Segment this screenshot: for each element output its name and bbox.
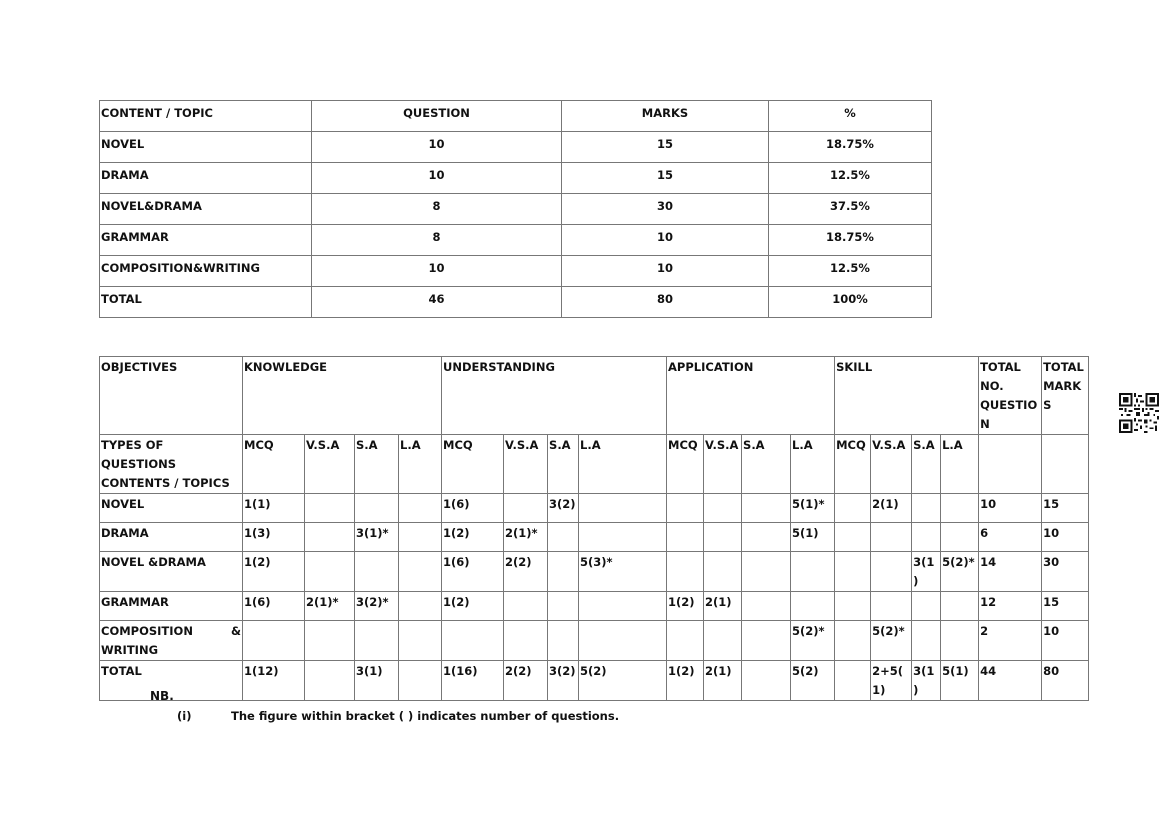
- cell: 3(1)*: [355, 523, 399, 552]
- summary-percent: 12.5%: [769, 256, 932, 287]
- row-topic: GRAMMAR: [100, 592, 243, 621]
- cell: 1(2): [442, 592, 504, 621]
- cell: [355, 552, 399, 592]
- summary-percent: 37.5%: [769, 194, 932, 225]
- type-cell: L.A: [791, 435, 835, 494]
- objectives-label: OBJECTIVES: [100, 357, 243, 435]
- type-cell: V.S.A: [305, 435, 355, 494]
- cell: [667, 494, 704, 523]
- type-cell: S.A: [912, 435, 941, 494]
- group-application: APPLICATION: [667, 357, 835, 435]
- cell-total-marks: 15: [1042, 494, 1089, 523]
- row-topic-line: [101, 622, 241, 641]
- cell: [835, 523, 871, 552]
- cell: [579, 523, 667, 552]
- summary-topic: DRAMA: [100, 163, 312, 194]
- cell: 5(1): [791, 523, 835, 552]
- blueprint-row-composition: [100, 621, 1089, 661]
- cell: [941, 523, 979, 552]
- nb-label: NB.: [150, 689, 174, 703]
- cell: 1(2): [667, 661, 704, 701]
- cell: 5(2)*: [871, 621, 912, 661]
- cell: [941, 621, 979, 661]
- summary-marks: 10: [562, 256, 769, 287]
- cell: 2(1): [704, 661, 742, 701]
- summary-topic: NOVEL&DRAMA: [100, 194, 312, 225]
- summary-percent: 100%: [769, 287, 932, 318]
- summary-row: [100, 163, 932, 194]
- row-topic-part: WRITING: [101, 643, 159, 657]
- cell: 3(1): [912, 661, 941, 701]
- cell: [742, 661, 791, 701]
- cell: [912, 523, 941, 552]
- row-topic: DRAMA: [100, 523, 243, 552]
- cell: 5(2): [579, 661, 667, 701]
- cell-total-questions: 44: [979, 661, 1042, 701]
- cell: 2(1): [704, 592, 742, 621]
- cell: 2(1)*: [305, 592, 355, 621]
- cell-total-questions: 2: [979, 621, 1042, 661]
- cell: [742, 552, 791, 592]
- cell: 2(2): [504, 661, 548, 701]
- cell: [548, 523, 579, 552]
- cell: 3(2)*: [355, 592, 399, 621]
- cell-total-marks: 10: [1042, 621, 1089, 661]
- cell: 5(3)*: [579, 552, 667, 592]
- cell: [442, 621, 504, 661]
- cell: 3(2): [548, 494, 579, 523]
- blueprint-objectives-row: [100, 357, 1089, 435]
- summary-question: 8: [312, 194, 562, 225]
- summary-marks: 15: [562, 132, 769, 163]
- cell: [912, 621, 941, 661]
- summary-percent: 12.5%: [769, 163, 932, 194]
- cell: [399, 592, 442, 621]
- total-marks-header: TOTAL MARKS: [1042, 357, 1089, 435]
- cell: [579, 494, 667, 523]
- type-cell: MCQ: [442, 435, 504, 494]
- cell: [742, 523, 791, 552]
- row-topic-part: COMPOSITION: [101, 624, 193, 638]
- note-number: (i): [177, 709, 192, 723]
- cell: [912, 494, 941, 523]
- cell: [243, 621, 305, 661]
- blueprint-row-total: [100, 661, 1089, 701]
- cell: 3(1): [912, 552, 941, 592]
- cell: [579, 592, 667, 621]
- cell: 1(6): [442, 494, 504, 523]
- qr-code-icon: [1119, 393, 1159, 433]
- cell: [871, 523, 912, 552]
- cell: 1(2): [667, 592, 704, 621]
- cell: 5(2)*: [791, 621, 835, 661]
- cell: [941, 592, 979, 621]
- cell: [579, 621, 667, 661]
- blueprint-types-row: [100, 435, 1089, 494]
- cell-total-marks: 10: [1042, 523, 1089, 552]
- summary-topic: GRAMMAR: [100, 225, 312, 256]
- cell: [355, 494, 399, 523]
- blueprint-row-grammar: [100, 592, 1089, 621]
- cell: 2(2): [504, 552, 548, 592]
- type-cell: V.S.A: [704, 435, 742, 494]
- cell-total-questions: 12: [979, 592, 1042, 621]
- cell: 5(2): [791, 661, 835, 701]
- cell: [305, 552, 355, 592]
- cell: [704, 494, 742, 523]
- blueprint-row-drama: [100, 523, 1089, 552]
- summary-percent: 18.75%: [769, 132, 932, 163]
- cell: [871, 552, 912, 592]
- cell: [742, 494, 791, 523]
- summary-header-percent: %: [769, 101, 932, 132]
- row-topic: TOTAL: [100, 661, 243, 701]
- cell: [871, 592, 912, 621]
- summary-percent: 18.75%: [769, 225, 932, 256]
- cell: 2(1)*: [504, 523, 548, 552]
- type-cell: MCQ: [835, 435, 871, 494]
- note-text: The figure within bracket ( ) indicates number of questions.: [231, 709, 620, 723]
- summary-header-marks: MARKS: [562, 101, 769, 132]
- cell: 3(1): [355, 661, 399, 701]
- cell: [835, 494, 871, 523]
- cell: [399, 661, 442, 701]
- summary-row: [100, 225, 932, 256]
- cell: [355, 621, 399, 661]
- summary-table: [99, 100, 932, 318]
- type-cell: L.A: [579, 435, 667, 494]
- cell: [742, 592, 791, 621]
- summary-topic: NOVEL: [100, 132, 312, 163]
- cell: 2(1): [871, 494, 912, 523]
- summary-topic: COMPOSITION&WRITING: [100, 256, 312, 287]
- cell: 3(2): [548, 661, 579, 701]
- cell: [835, 592, 871, 621]
- summary-header-question: QUESTION: [312, 101, 562, 132]
- cell-total-marks: 30: [1042, 552, 1089, 592]
- type-cell: L.A: [941, 435, 979, 494]
- cell: [667, 552, 704, 592]
- cell: 1(3): [243, 523, 305, 552]
- summary-marks: 15: [562, 163, 769, 194]
- type-cell: V.S.A: [504, 435, 548, 494]
- cell: 2+5(1): [871, 661, 912, 701]
- cell: [305, 494, 355, 523]
- cell: [742, 621, 791, 661]
- cell: [399, 621, 442, 661]
- summary-row: [100, 132, 932, 163]
- summary-question: 10: [312, 132, 562, 163]
- cell: [835, 661, 871, 701]
- summary-question: 46: [312, 287, 562, 318]
- cell: 1(6): [442, 552, 504, 592]
- cell: 1(16): [442, 661, 504, 701]
- cell-total-questions: 14: [979, 552, 1042, 592]
- cell: [704, 552, 742, 592]
- cell: 1(6): [243, 592, 305, 621]
- cell: [399, 523, 442, 552]
- blueprint-row-novel: [100, 494, 1089, 523]
- type-cell: V.S.A: [871, 435, 912, 494]
- cell: 1(12): [243, 661, 305, 701]
- summary-marks: 30: [562, 194, 769, 225]
- cell-total-marks: 15: [1042, 592, 1089, 621]
- type-cell: MCQ: [243, 435, 305, 494]
- cell: [305, 523, 355, 552]
- group-knowledge: KNOWLEDGE: [243, 357, 442, 435]
- summary-question: 8: [312, 225, 562, 256]
- row-topic: [100, 621, 243, 661]
- summary-row: [100, 194, 932, 225]
- total-no-question-header: TOTAL NO. QUESTION: [979, 357, 1042, 435]
- cell-total-marks: 80: [1042, 661, 1089, 701]
- cell: [791, 592, 835, 621]
- summary-marks: 10: [562, 225, 769, 256]
- cell: 1(1): [243, 494, 305, 523]
- type-cell: MCQ: [667, 435, 704, 494]
- cell: 1(2): [442, 523, 504, 552]
- type-cell-empty: [979, 435, 1042, 494]
- cell: [504, 621, 548, 661]
- type-cell: S.A: [548, 435, 579, 494]
- types-label: TYPES OF QUESTIONS CONTENTS / TOPICS: [100, 435, 243, 494]
- cell: [399, 494, 442, 523]
- cell-total-questions: 10: [979, 494, 1042, 523]
- cell: [835, 552, 871, 592]
- cell: [704, 621, 742, 661]
- summary-total-row: [100, 287, 932, 318]
- group-understanding: UNDERSTANDING: [442, 357, 667, 435]
- cell: [791, 552, 835, 592]
- cell: [305, 661, 355, 701]
- cell: 5(1)*: [791, 494, 835, 523]
- type-cell: L.A: [399, 435, 442, 494]
- summary-header-row: [100, 101, 932, 132]
- cell: [548, 592, 579, 621]
- cell: [667, 523, 704, 552]
- cell: [504, 494, 548, 523]
- cell: [835, 621, 871, 661]
- summary-header-topic: CONTENT / TOPIC: [100, 101, 312, 132]
- row-topic: NOVEL &DRAMA: [100, 552, 243, 592]
- cell: [912, 592, 941, 621]
- type-cell: S.A: [742, 435, 791, 494]
- blueprint-row-novel-drama: [100, 552, 1089, 592]
- cell: 5(1): [941, 661, 979, 701]
- blueprint-table: [99, 356, 1089, 701]
- cell: [548, 552, 579, 592]
- row-topic: NOVEL: [100, 494, 243, 523]
- group-skill: SKILL: [835, 357, 979, 435]
- cell: [548, 621, 579, 661]
- summary-marks: 80: [562, 287, 769, 318]
- summary-row: [100, 256, 932, 287]
- summary-topic: TOTAL: [100, 287, 312, 318]
- cell: 1(2): [243, 552, 305, 592]
- cell: [941, 494, 979, 523]
- cell: [504, 592, 548, 621]
- cell: 5(2)*: [941, 552, 979, 592]
- summary-question: 10: [312, 163, 562, 194]
- cell: [305, 621, 355, 661]
- cell: [667, 621, 704, 661]
- cell: [399, 552, 442, 592]
- cell-total-questions: 6: [979, 523, 1042, 552]
- type-cell: S.A: [355, 435, 399, 494]
- summary-question: 10: [312, 256, 562, 287]
- cell: [704, 523, 742, 552]
- type-cell-empty: [1042, 435, 1089, 494]
- row-topic-part: &: [230, 624, 241, 638]
